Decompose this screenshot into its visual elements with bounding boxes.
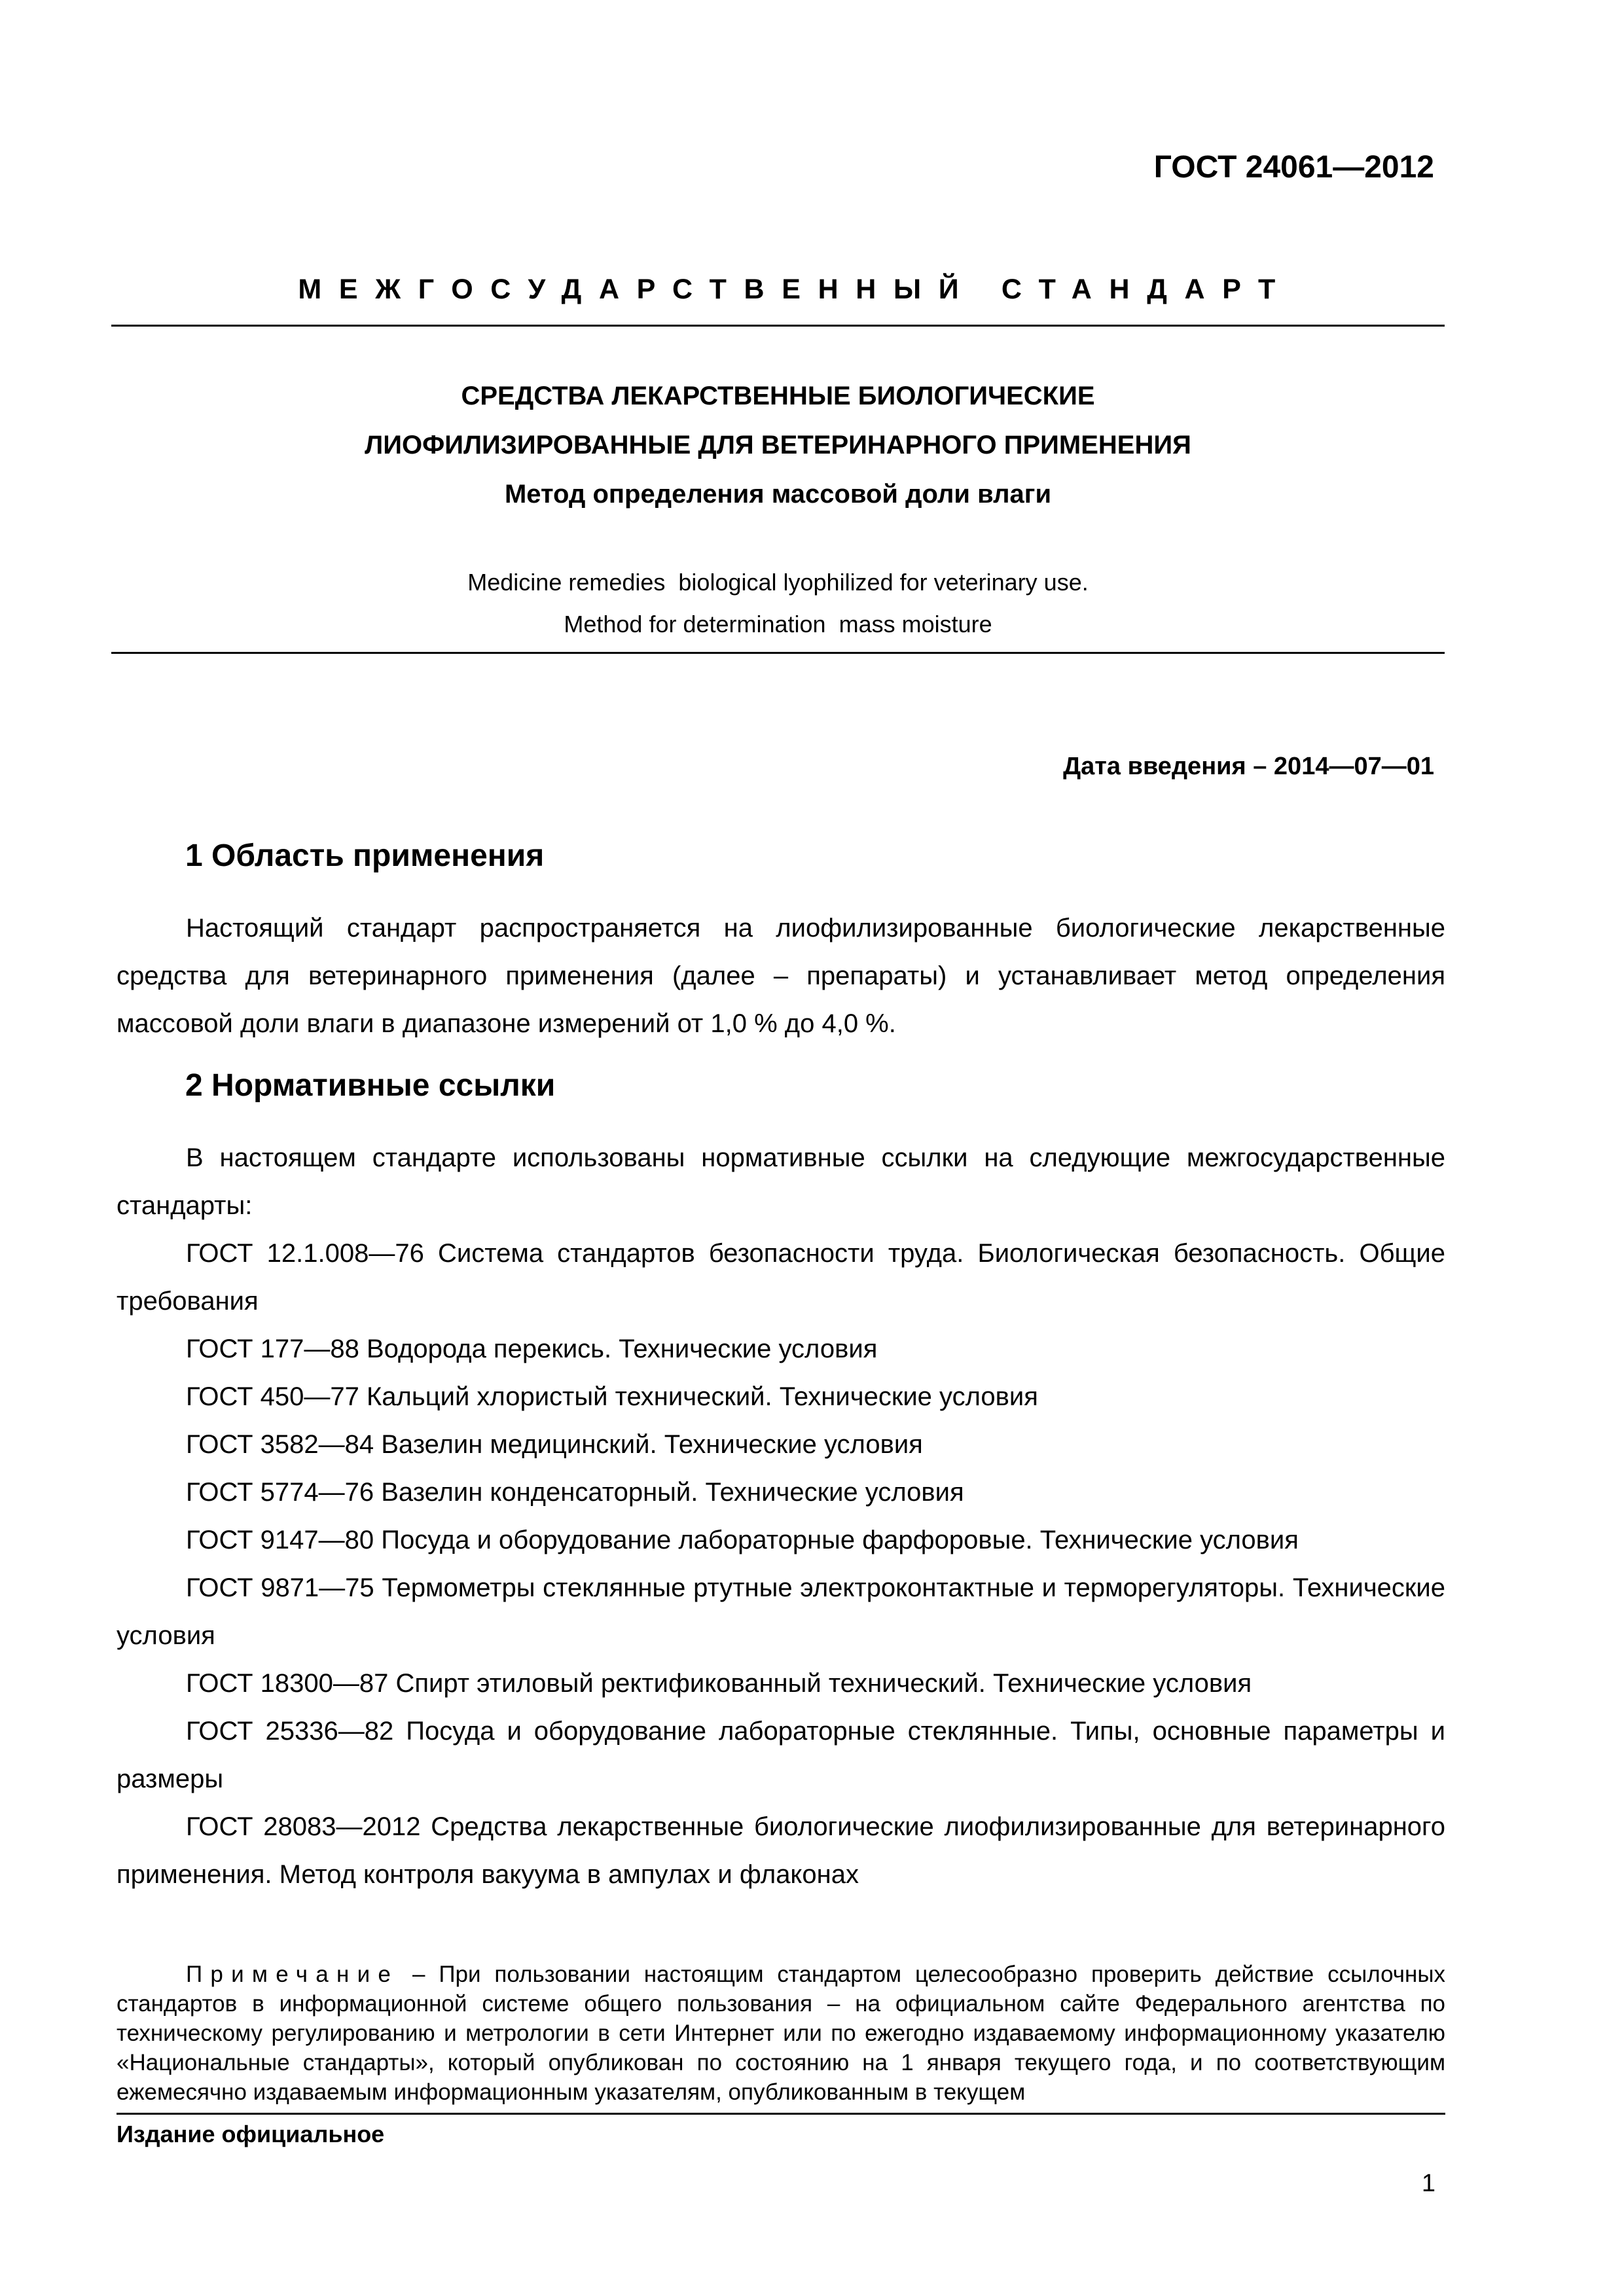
english-title: [111, 562, 1445, 645]
reference-item: ГОСТ 3582—84 Вазелин медицинский. Технические условия: [186, 1430, 923, 1459]
introduction-date: Дата введения – 2014—07—01: [1063, 753, 1434, 780]
section-2-body: [117, 1134, 1445, 1899]
reference-item: ГОСТ 28083—2012 Средства лекарственные биологические лиофилизированные для ветеринарного применения. Метод контроля вакуума в ампулах и флаконах: [117, 1812, 1445, 1889]
section-2-heading: 2 Нормативные ссылки: [185, 1068, 556, 1103]
reference-item: ГОСТ 12.1.008—76 Система стандартов безопасности труда. Биологическая безопасность. Общие требования: [117, 1239, 1445, 1316]
reference-item: ГОСТ 25336—82 Посуда и оборудование лабораторные стеклянные. Типы, основные параметры и размеры: [117, 1717, 1445, 1793]
edition-label: Издание официальное: [117, 2121, 385, 2147]
title-line-1: СРЕДСТВА ЛЕКАРСТВЕННЫЕ БИОЛОГИЧЕСКИЕ: [461, 382, 1095, 410]
footnote: [117, 1960, 1445, 2107]
reference-item: ГОСТ 450—77 Кальций хлористый технический. Технические условия: [186, 1382, 1038, 1411]
title-divider: [111, 652, 1445, 654]
section-1-body: [117, 905, 1445, 1048]
gost-number: ГОСТ 24061—2012: [1153, 150, 1434, 185]
document-title: [111, 372, 1445, 519]
note-text: – При пользовании настоящим стандартом целесообразно проверить действие ссылочных стандартов в информационной системе общего пользования – на официальном сайте Федерального агентства по техническому регулированию и метрологии в сети Интернет или по ежегодно издаваемому информационному указателю «Национальные стандарты», который опубликован по состоянию на 1 января текущего года, и по соответствующим ежемесячно издаваемым информационным указателям, опубликованным в текущем: [117, 1962, 1445, 2105]
footer-divider: [117, 2113, 1445, 2115]
english-title-line-1: Medicine remedies biological lyophilized for veterinary use.: [467, 569, 1089, 596]
reference-item: ГОСТ 18300—87 Спирт этиловый ректификованный технический. Технические условия: [186, 1669, 1252, 1698]
title-line-3: Метод определения массовой доли влаги: [504, 480, 1052, 509]
reference-item: ГОСТ 9871—75 Термометры стеклянные ртутные электроконтактные и терморегуляторы. Технические условия: [117, 1573, 1445, 1650]
title-line-2: ЛИОФИЛИЗИРОВАННЫЕ ДЛЯ ВЕТЕРИНАРНОГО ПРИМЕНЕНИЯ: [365, 431, 1191, 459]
scope-paragraph: Настоящий стандарт распространяется на лиофилизированные биологические лекарственные средства для ветеринарного применения (далее – препараты) и устанавливает метод определения массовой доли влаги в диапазоне измерений от 1,0 % до 4,0 %.: [117, 914, 1445, 1038]
header-divider: [111, 325, 1445, 327]
page-number: 1: [1421, 2170, 1435, 2197]
reference-item: ГОСТ 9147—80 Посуда и оборудование лабораторные фарфоровые. Технические условия: [186, 1526, 1299, 1554]
section-1-heading: 1 Область применения: [185, 838, 545, 873]
reference-item: ГОСТ 177—88 Водорода перекись. Технические условия: [186, 1335, 878, 1363]
references-intro: В настоящем стандарте использованы нормативные ссылки на следующие межгосударственные стандарты:: [117, 1143, 1445, 1220]
standard-type: МЕЖГОСУДАРСТВЕННЫЙ СТАНДАРТ: [298, 274, 1293, 305]
english-title-line-2: Method for determination mass moisture: [564, 611, 992, 637]
note-label: Примечание: [186, 1962, 399, 1987]
reference-item: ГОСТ 5774—76 Вазелин конденсаторный. Технические условия: [186, 1478, 964, 1507]
